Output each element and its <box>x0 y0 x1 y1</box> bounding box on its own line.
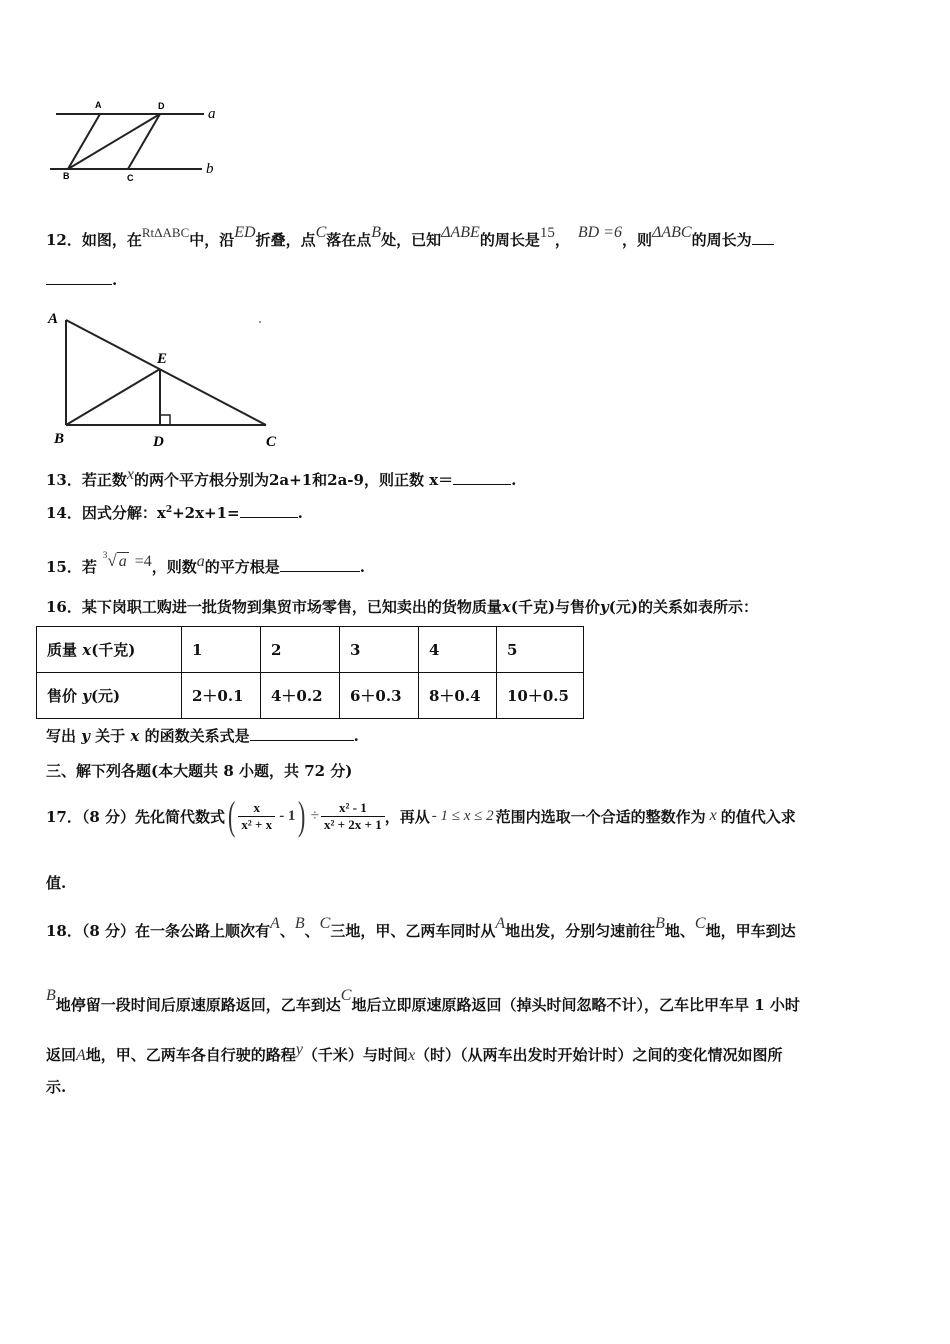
q15-text-1: 15．若 <box>46 558 97 576</box>
right-angle-mark <box>160 415 170 425</box>
q15-period: . <box>359 558 366 576</box>
q13-text-1: 13．若正数 <box>46 471 127 489</box>
q12-triangle-abc: ΔABC <box>651 224 692 241</box>
q12-comma: ， <box>554 231 570 249</box>
question-18-line-3: 返回A地，甲、乙两车各自行驶的路程y（千米）与时间x（时）（从两车出发时开始计时）之间的变化情况如图所 <box>46 1041 783 1064</box>
q14-answer-blank[interactable] <box>240 503 298 518</box>
q17-divide: ÷ <box>310 807 319 824</box>
speck <box>259 321 261 323</box>
parallel-lines-figure <box>40 96 240 186</box>
question-17 <box>46 788 796 844</box>
table-cell: 4 <box>419 627 497 673</box>
segment-ab <box>68 114 100 169</box>
q14-period: . <box>297 504 303 522</box>
q12-text-1: 12．如图，在 <box>46 231 142 249</box>
table-cell: 8＋0.4 <box>419 673 497 719</box>
label-line-a: a <box>208 106 216 122</box>
q12-text-8: 的周长为 <box>691 231 752 249</box>
label-a: A <box>48 311 59 327</box>
table-cell: 5 <box>497 627 584 673</box>
segment-be <box>66 369 160 425</box>
q17-text-3: 范围内选取一个合适的整数作为 <box>495 807 706 826</box>
q12-rt-abc: RtΔABC <box>141 225 190 240</box>
q17-minus-1: - 1 <box>279 807 296 824</box>
label-line-b: b <box>206 161 214 177</box>
q17-text-4: 的值代入求 <box>720 807 796 826</box>
q12-perimeter-15: 15 <box>539 225 555 241</box>
table-header-price: 售价 y(元) <box>37 673 182 719</box>
q14-text-1: 14．因式分解：x <box>46 504 166 522</box>
question-16-prompt: 写出 y 关于 x 的函数关系式是 . <box>46 727 359 745</box>
q16-y: y <box>600 598 609 616</box>
q17-x: x <box>709 807 717 824</box>
q15-cube-root: $^3$√ a =4 <box>102 550 152 570</box>
q13-period: . <box>511 471 517 489</box>
q12-point-c: C <box>315 224 327 241</box>
table-cell: 4＋0.2 <box>261 673 340 719</box>
q12-answer-blank-1[interactable] <box>752 230 774 245</box>
q17-fraction-1: $\frac{x}{\text{x² + x}}$ <box>238 800 275 833</box>
table-cell: 1 <box>182 627 261 673</box>
q13-answer-blank[interactable] <box>453 470 511 485</box>
q12-text-7: ，则 <box>621 231 652 249</box>
q17-fraction-2: $\frac{\text{x² - 1}}{\text{x² + 2x + 1}}$ <box>321 800 385 833</box>
q12-point-b: B <box>371 224 382 241</box>
q16-table <box>36 626 584 719</box>
q15-text-3: 的平方根是 <box>204 558 280 576</box>
q12-text-4: 落在点 <box>326 231 372 249</box>
table-row-weight <box>37 627 584 673</box>
q15-answer-blank[interactable] <box>280 557 360 572</box>
table-cell: 3 <box>340 627 419 673</box>
label-e: E <box>157 351 168 367</box>
section-3-heading: 三、解下列各题(本大题共 8 小题，共 72 分) <box>46 762 353 780</box>
q12-triangle-abe: ΔABE <box>441 224 480 241</box>
table-cell: 2＋0.1 <box>182 673 261 719</box>
q16-text-3: (元)的关系如表所示： <box>608 598 758 616</box>
q12-answer-blank-2[interactable] <box>46 270 112 285</box>
q13-x: x <box>126 466 134 483</box>
label-d-point: D <box>158 101 165 111</box>
q17-expression: ( $\frac{x}{\text{x² + x}}$ - 1 ) ÷ $\frac{\text{x² - 1}}{\text{x² + 2x + 1}}$ <box>225 796 385 836</box>
q15-root-index: 3 <box>102 550 108 560</box>
table-cell: 6＋0.3 <box>340 673 419 719</box>
q14-exponent: 2 <box>165 505 173 515</box>
table-row-price <box>37 673 584 719</box>
question-13 <box>46 466 516 490</box>
q17-range: - 1 ≤ x ≤ 2 <box>431 807 494 824</box>
q15-equals-4: =4 <box>134 553 152 570</box>
q15-text-2: ，则数 <box>151 558 197 576</box>
question-16-intro <box>46 596 758 617</box>
q16-after-1: 写出 <box>46 727 82 745</box>
q17-line-2: 值. <box>46 874 67 892</box>
question-14 <box>46 502 303 523</box>
segment-db <box>68 114 160 169</box>
question-18-line-1: 18．（8 分）在一条公路上顺次有A、B、C三地，甲、乙两车同时从A地出发，分别匀速前往B地、C地，甲车到达 <box>46 915 796 940</box>
table-cell: 10＋0.5 <box>497 673 584 719</box>
q15-a: a <box>196 553 205 570</box>
side-ac <box>66 320 266 425</box>
q15-radicand: a <box>118 553 127 570</box>
q17-text-2: ，再从 <box>384 807 430 826</box>
q16-period: . <box>353 727 359 745</box>
label-c-point: C <box>127 173 134 183</box>
segment-dc <box>128 114 160 169</box>
label-b-point: B <box>63 171 70 181</box>
q16-answer-blank[interactable] <box>250 726 354 741</box>
label-a-point: A <box>95 100 102 110</box>
table-cell: 2 <box>261 627 340 673</box>
label-b: B <box>54 431 65 447</box>
question-18-line-4: 示. <box>46 1078 67 1096</box>
q12-bd-6: BD =6 <box>577 224 622 241</box>
question-15 <box>46 540 365 582</box>
label-c: C <box>266 434 277 450</box>
q12-period: . <box>112 271 118 289</box>
q12-text-3: 折叠，点 <box>255 231 316 249</box>
q17-text-1: 17．（8 分）先化简代数式 <box>46 807 226 826</box>
question-12 <box>46 214 774 259</box>
question-18-line-2: B地停留一段时间后原速原路返回，乙车到达C地后立即原速原路返回（掉头时间忽略不计），乙车比甲车早 1 小时 <box>46 987 800 1014</box>
q14-text-2: +2x+1= <box>172 504 240 522</box>
q12-text-6: 的周长是 <box>479 231 540 249</box>
q16-text-2: (千克)与售价 <box>510 598 601 616</box>
q12-ed: ED <box>234 224 256 241</box>
triangle-fold-figure <box>40 306 290 456</box>
q13-text-2: 的两个平方根分别为2a+1和2a-9，则正数 x＝ <box>133 471 454 489</box>
q16-x: x <box>501 598 511 616</box>
label-d: D <box>153 434 164 450</box>
q12-text-5: 处，已知 <box>381 231 442 249</box>
table-header-weight: 质量 x(千克) <box>37 627 182 673</box>
q12-answer-line-2 <box>46 270 117 289</box>
q16-text-1: 16．某下岗职工购进一批货物到集贸市场零售，已知卖出的货物质量 <box>46 598 502 616</box>
q12-text-2: 中，沿 <box>189 231 235 249</box>
